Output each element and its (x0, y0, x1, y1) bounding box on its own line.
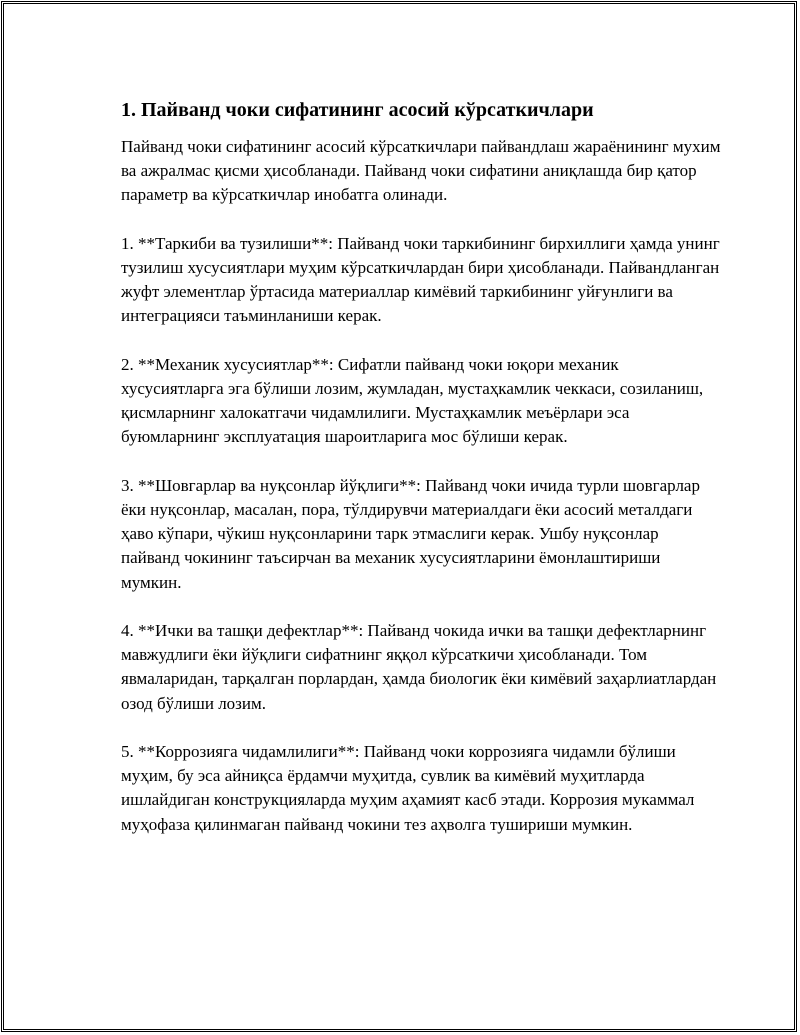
intro-paragraph: Пайванд чоки сифатининг асосий кўрсаткичлари пайвандлаш жараёнининг мухим ва ажралмас қисми ҳисобланади. Пайванд чоки сифатини аниқлашда бир қатор параметр ва кўрсаткичлар инобатга олинади. (121, 137, 721, 205)
document-body (121, 97, 721, 861)
item-mechanical-paragraph: 2. **Механик хусусиятлар**: Сифатли пайванд чоки юқори механик хусусиятларга эга бўлиши лозим, жумладан, мустаҳкамлик чеккаси, созиланиш, қисмларнинг халокатгачи чидамлилиги. Мустаҳкамлик меъёрлари эса буюмларнинг эксплуатация шароитларига мос бўлиши керак. (121, 354, 704, 447)
section-heading: 1. Пайванд чоки сифатининг асосий кўрсаткичлари (121, 99, 594, 121)
item-composition-paragraph: 1. **Таркиби ва тузилиши**: Пайванд чоки таркибининг бирхиллиги ҳамда унинг тузилиш хусусиятлари муҳим кўрсаткичлардан бири ҳисобланади. Пайвандланган жуфт элементлар ўртасида материаллар кимёвий таркибининг уйғунлиги ва интеграцияси таъминланиши керак. (121, 233, 720, 326)
item-inclusions-paragraph: 3. **Шовгарлар ва нуқсонлар йўқлиги**: Пайванд чоки ичида турли шовгарлар ёки нуқсонлар, масалан, пора, тўлдирувчи материалдаги ёки асосий металдаги ҳаво кўпари, чўкиш нуқсонларини тарк этмаслиги керак. Ушбу нуқсонлар пайванд чокининг таъсирчан ва механик хусусиятларини ёмонлаштириши мумкин. (121, 475, 700, 592)
item-defects-paragraph: 4. **Ички ва ташқи дефектлар**: Пайванд чокида ички ва ташқи дефектларнинг мавжудлиги ёки йўқлиги сифатнинг яққол кўрсаткичи ҳисобланади. Том явмаларидан, тарқалган порлардан, ҳамда биологик ёки кимёвий заҳарлиатлардан озод бўлиши лозим. (121, 621, 717, 713)
page-frame (3, 3, 795, 1030)
item-corrosion-paragraph: 5. **Коррозияга чидамлилиги**: Пайванд чоки коррозияга чидамли бўлиши муҳим, бу эса айниқса ёрдамчи муҳитда, сувлик ва кимёвий муҳитларда ишлайдиган конструкцияларда муҳим аҳамият касб этади. Коррозия мукаммал муҳофаза қилинмаган пайванд чокини тез аҳволга тушириши мумкин. (121, 742, 695, 834)
